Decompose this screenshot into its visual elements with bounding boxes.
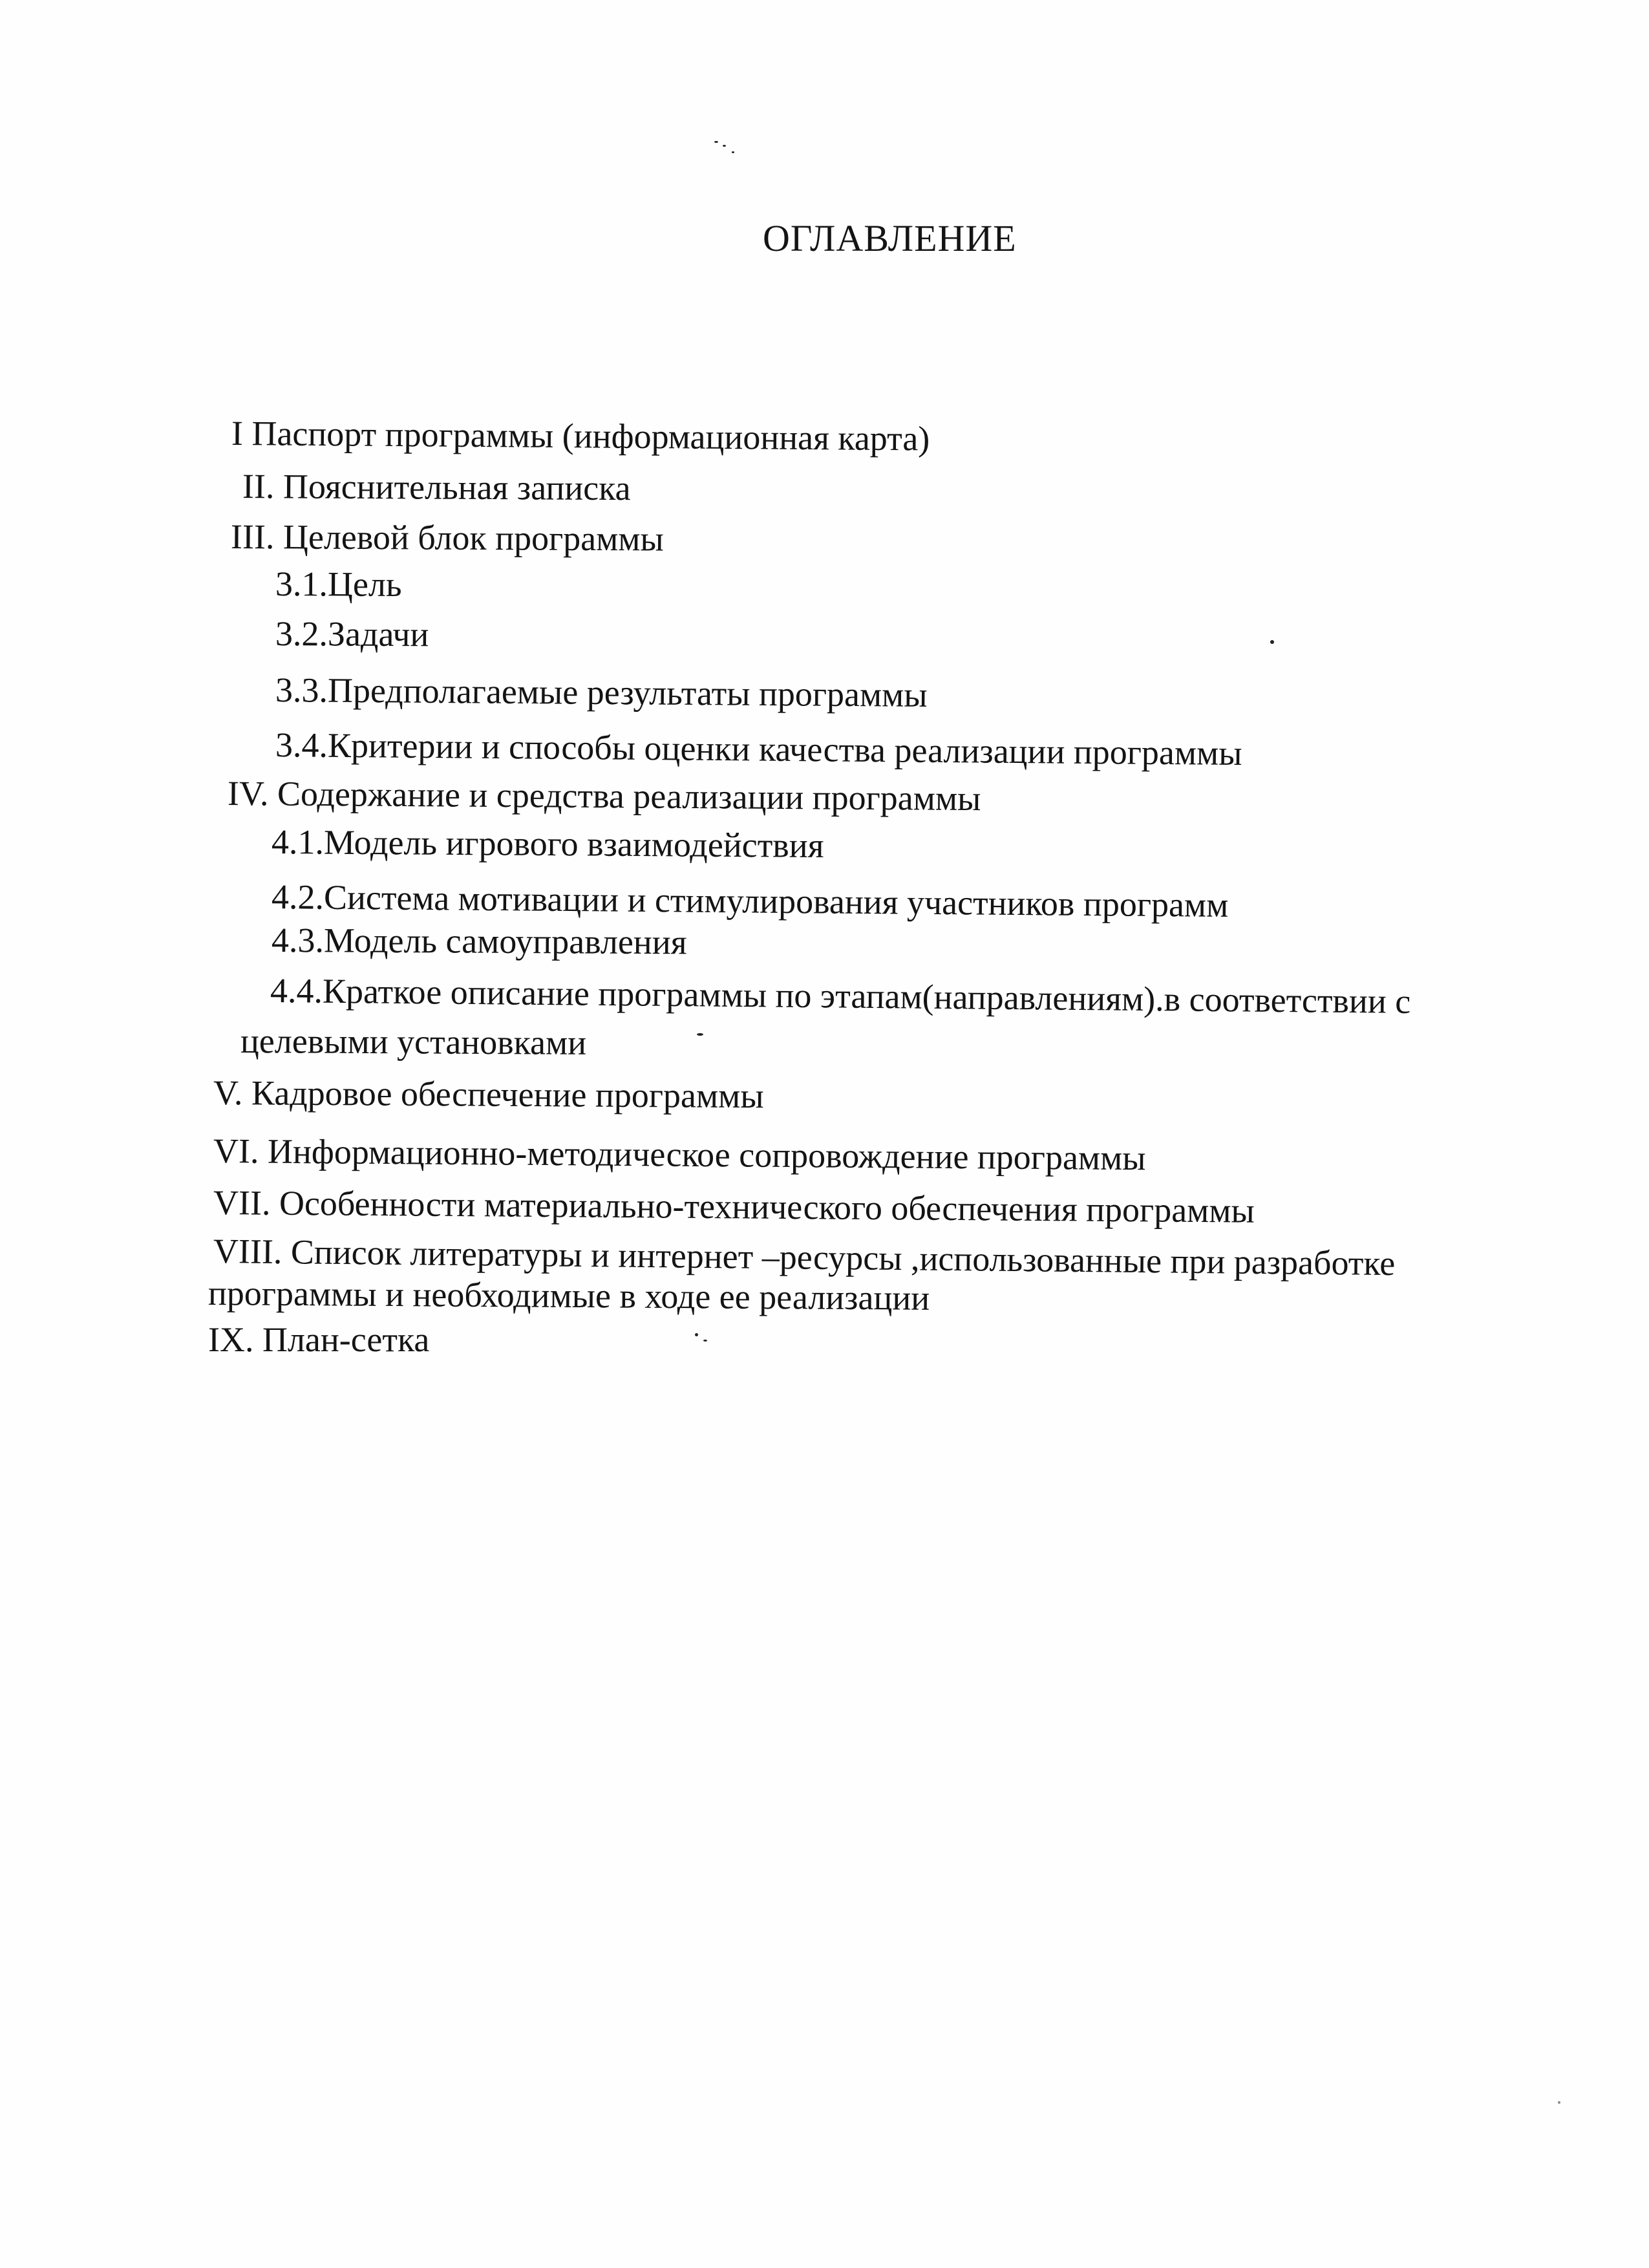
- toc-subitem-4-4: 4.4.Краткое описание программы по этапам(направлениям).в соответствии с: [270, 971, 1411, 1021]
- toc-item-8-cont: программы и необходимые в ходе ее реализации: [207, 1274, 930, 1318]
- document-title: ОГЛАВЛЕНИЕ: [763, 217, 1017, 259]
- toc-item-2: II. Пояснительная записка: [242, 467, 631, 508]
- toc-item-8: VIII. Список литературы и интернет –ресурсы ,использованные при разработке: [213, 1232, 1396, 1283]
- scan-speck: [1270, 640, 1274, 644]
- toc-item-3: III. Целевой блок программы: [230, 517, 664, 559]
- toc-item-6: VI. Информационно-методическое сопровождение программы: [213, 1131, 1146, 1178]
- toc-subitem-4-2: 4.2.Система мотивации и стимулирования участников программ: [271, 877, 1229, 925]
- toc-item-5: V. Кадровое обеспечение программы: [213, 1073, 764, 1116]
- scan-speck: [697, 1033, 703, 1036]
- toc-item-7: VII. Особенности материально-технического обеспечения программы: [213, 1183, 1255, 1230]
- toc-subitem-3-1: 3.1.Цель: [275, 564, 402, 604]
- toc-subitem-3-3: 3.3.Предполагаемые результаты программы: [275, 670, 928, 714]
- toc-subitem-4-1: 4.1.Модель игрового взаимодействия: [271, 822, 824, 865]
- scan-speck: [723, 145, 726, 147]
- scan-speck: [703, 1340, 707, 1342]
- toc-subitem-3-4: 3.4.Критерии и способы оценки качества реализации программы: [275, 725, 1242, 773]
- toc-item-9: IX. План-сетка: [208, 1320, 430, 1359]
- toc-subitem-4-3: 4.3.Модель самоуправления: [271, 921, 687, 962]
- toc-item-4: IV. Содержание и средства реализации программы: [227, 774, 981, 818]
- scan-speck: [732, 151, 734, 153]
- toc-item-1: I Паспорт программы (информационная карта): [231, 414, 930, 458]
- toc-subitem-3-2: 3.2.Задачи: [275, 614, 429, 654]
- scan-speck: [714, 141, 718, 143]
- scan-speck: [695, 1333, 698, 1336]
- toc-subitem-4-4-cont: целевыми установками: [240, 1022, 587, 1062]
- scan-speck: [1558, 2101, 1560, 2104]
